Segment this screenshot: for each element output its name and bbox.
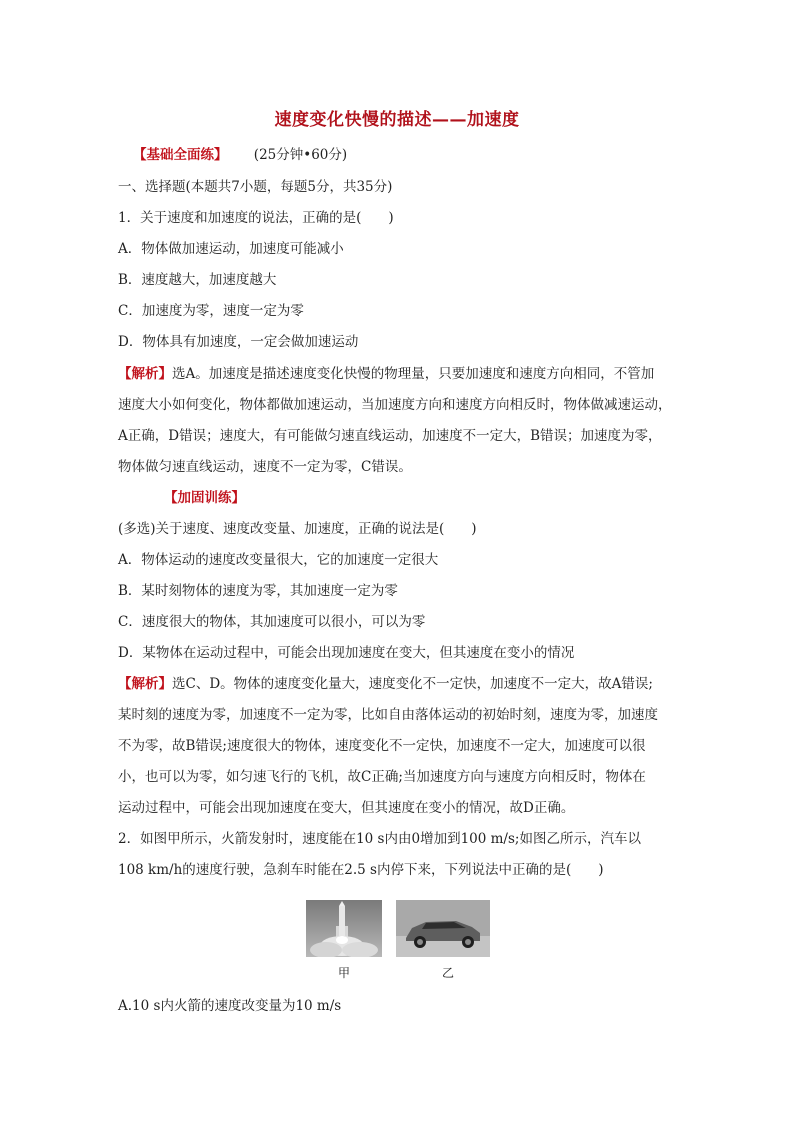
question-2-stem: (多选)关于速度、速度改变量、加速度，正确的说法是( ) bbox=[118, 521, 477, 537]
question-2-analysis-line: 小，也可以为零，如匀速飞行的飞机，故C正确;当加速度方向与速度方向相反时，物体在 bbox=[118, 769, 646, 785]
question-1-option-d: D．物体具有加速度，一定会做加速运动 bbox=[118, 334, 359, 350]
car-image bbox=[396, 900, 490, 957]
analysis-tag: 【解析】 bbox=[118, 676, 172, 692]
question-1-analysis-line: 速度大小如何变化，物体都做加速运动，当加速度方向和速度方向相反时，物体做减速运动， bbox=[118, 397, 672, 413]
question-1-option-a: A．物体做加速运动，加速度可能减小 bbox=[118, 241, 344, 257]
question-2-analysis-line bbox=[118, 676, 653, 692]
question-2-option-c: C．速度很大的物体，其加速度可以很小，可以为零 bbox=[118, 614, 426, 630]
question-3-option-a: A.10 s内火箭的速度改变量为10 m/s bbox=[118, 998, 342, 1014]
figure-caption-a: 甲 bbox=[338, 966, 351, 980]
rocket-launch-image bbox=[306, 900, 382, 957]
figure-caption-b: 乙 bbox=[442, 966, 455, 980]
question-2-option-b: B．某时刻物体的速度为零，其加速度一定为零 bbox=[118, 583, 398, 599]
section-tag-basic: 【基础全面练】 bbox=[133, 147, 228, 163]
question-2-analysis-line: 运动过程中，可能会出现加速度在变大，但其速度在变小的情况，故D正确。 bbox=[118, 800, 575, 816]
section-time: (25分钟•60分) bbox=[253, 147, 348, 163]
analysis-tag: 【解析】 bbox=[118, 366, 172, 382]
question-1-analysis-line: 物体做匀速直线运动，速度不一定为零，C错误。 bbox=[118, 459, 412, 475]
question-2-analysis-line: 某时刻的速度为零，加速度不一定为零，比如自由落体运动的初始时刻，速度为零，加速度 bbox=[118, 707, 658, 723]
question-2-option-a: A．物体运动的速度改变量很大，它的加速度一定很大 bbox=[118, 552, 439, 568]
analysis-text: 选C、D。物体的速度变化量大，速度变化不一定快，加速度不一定大，故A错误; bbox=[172, 676, 653, 692]
question-2-option-d: D．某物体在运动过程中，可能会出现加速度在变大，但其速度在变小的情况 bbox=[118, 645, 575, 661]
question-1-option-b: B．速度越大，加速度越大 bbox=[118, 272, 277, 288]
question-3-stem-line: 108 km/h的速度行驶，急刹车时能在2.5 s内停下来，下列说法中正确的是( ) bbox=[118, 862, 604, 878]
analysis-text: 选A。加速度是描述速度变化快慢的物理量，只要加速度和速度方向相同，不管加 bbox=[172, 366, 655, 382]
section-header-basic bbox=[133, 147, 347, 163]
part-heading: 一、选择题(本题共7小题，每题5分，共35分) bbox=[118, 179, 393, 195]
page-title: 速度变化快慢的描述——加速度 bbox=[274, 110, 520, 130]
section-tag-reinforce: 【加固训练】 bbox=[164, 490, 245, 506]
question-1-option-c: C．加速度为零，速度一定为零 bbox=[118, 303, 304, 319]
section-header-reinforce bbox=[164, 490, 245, 506]
question-1-stem: 1．关于速度和加速度的说法，正确的是( ) bbox=[118, 210, 394, 226]
question-1-analysis-line bbox=[118, 366, 654, 382]
question-3-stem-line: 2．如图甲所示，火箭发射时，速度能在10 s内由0增加到100 m/s;如图乙所示，汽车以 bbox=[118, 831, 641, 847]
question-1-analysis-line: A正确，D错误；速度大，有可能做匀速直线运动，加速度不一定大，B错误；加速度为零， bbox=[118, 428, 662, 444]
question-2-analysis-line: 不为零，故B错误;速度很大的物体，速度变化不一定快，加速度不一定大，加速度可以很 bbox=[118, 738, 646, 754]
